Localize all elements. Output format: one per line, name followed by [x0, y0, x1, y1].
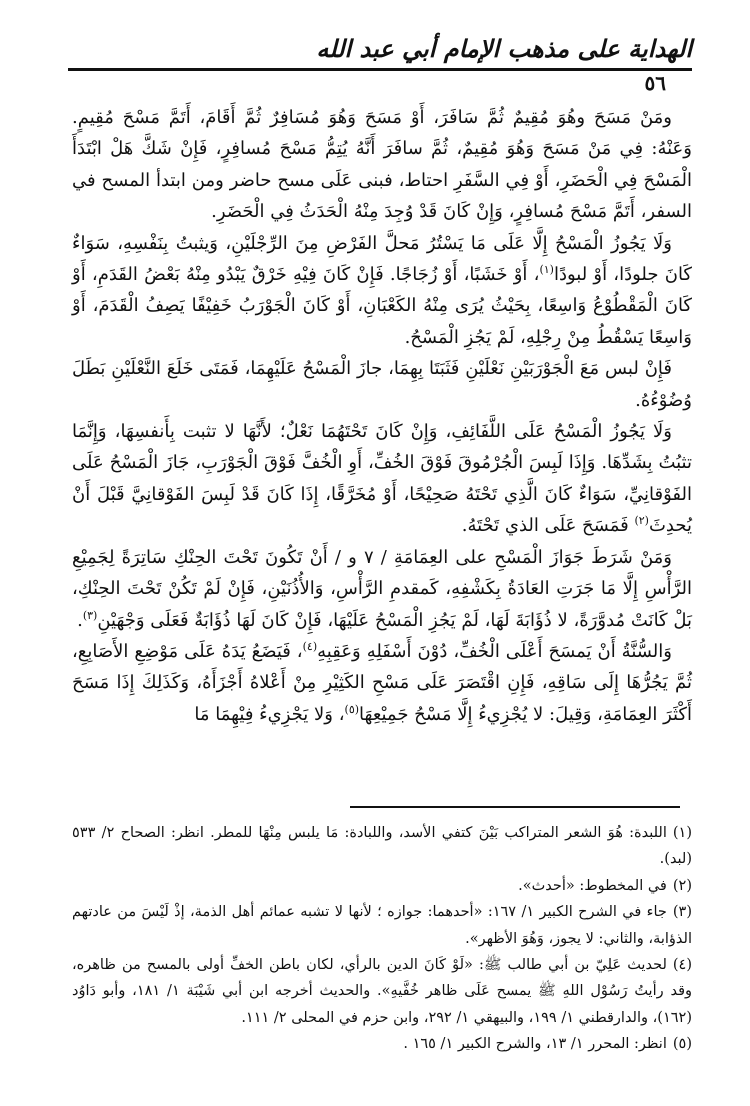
text-span: ، أَوْ خَشَبًا، أَوْ زُجَاجًا. فَإِنْ كَانَ فِيْهِ خَرْقٌ يَبْدُو مِنْهُ بَعْضُ القَدَمِ، أَوْ كَانَ الْمَقْطُوْعُ وَاسِعًا، بِحَيْثُ يُرَى مِنْهُ الكَعْبَانِ، أَوْ كَانَ الْجَوْرَبُ خَفِيْفًا يَصِفُ الْقَدَمَ، أَوْ وَاسِعًا يَسْقُطُ مِنْ رِجْلِهِ، لَمْ يَجُزِ الْمَسْحُ. [72, 264, 692, 348]
book-title: الهداية على مذهب الإمام أبي عبد الله [316, 34, 692, 63]
footnote-ref-5: (٥) [344, 702, 360, 716]
footnote-5 [72, 1031, 692, 1057]
paragraph-1: ومَنْ مَسَحَ وهُوَ مُقِيمٌ ثُمَّ سَافَرَ، أَوْ مَسَحَ وَهُوَ مُسَافِرٌ ثُمَّ أَقَامَ، أَتَمَّ مَسْحَ مُقِيمٍ. وَعَنْهُ: فِي مَنْ مَسَحَ وَهُوَ مُقِيمٌ، ثُمَّ سافَرَ أَنَّهُ يُتِمُّ مَسْحَ مُسافِرٍ، فَإِنْ شَكَّ هَلْ ابْتَدَأَ الْمَسْحَ فِي الْحَضَرِ، أَوْ فِي السَّفَرِ احتاط، فبنى عَلَى مسح حاضر ومن ابتدأ المسح في السفر، أَتَمَّ مَسْحَ مُسافِرٍ، وَإِنْ كَانَ قَدْ وُجِدَ مِنْهُ الْحَدَثُ فِي الْحَضَرِ. [72, 107, 692, 223]
footnote-4 [72, 952, 692, 1031]
text-span: وَالسُّنَّةُ أَنْ يَمسَحَ أَعْلَى الْخُفِّ، دُوْنَ أَسْفَلِهِ وَعَقِبِهِ [317, 640, 672, 662]
running-header [68, 30, 692, 94]
footnotes [72, 820, 692, 1058]
footnote-number: (٢) [672, 877, 692, 894]
text-span: فَمَسَحَ عَلَى الذي تَحْتَهُ. [461, 515, 635, 537]
footnote-3 [72, 899, 692, 952]
paragraph-4 [72, 416, 692, 542]
text-span: وَمَنْ شَرَطَ جَوَازَ الْمَسْحِ على العِمَامَةِ / ٧ و / أَنْ تَكُونَ تَحْتَ الحِنْكِ سَاتِرَةً لِجَمِيْعِ الرَّأْسِ إِلَّا مَا جَرَتِ العَادَةُ بِكَشْفِهِ، كَمقدمِ الرَّأْسِ، وَالأُذُنَيْنِ، فَإِنْ لَمْ تَكُنْ تَحْتَ الحِنْكِ، بَلْ كَانَتْ مُدوَّرَةً، لا ذُؤَابَةَ لَهَا، لَمْ يَجُزِ الْمَسْحُ عَلَيْهَا، فَإِنْ كَانَ لَهَا ذُؤَابَةٌ فَعَلَى وَجْهَيْنِ [72, 546, 692, 631]
paragraph-5 [72, 542, 692, 636]
footnote-text: جاء في الشرح الكبير ١/ ١٦٧: «أحدهما: جوازه ؛ لأنها لا تشبه عمائم أهل الذمة، إذْ لَيْسَ من عادتهم الذؤابة، والثاني: لا يجوز، وَهُوَ الأظهر». [72, 904, 692, 947]
footnote-ref-2: (٢) [634, 514, 649, 528]
main-text [72, 102, 692, 730]
footnote-separator [350, 806, 680, 808]
footnote-2 [72, 873, 692, 899]
header-rule [68, 68, 692, 71]
text-span: . [77, 609, 83, 631]
footnote-number: (٣) [672, 904, 693, 921]
text-span: ، وَلا يَجْزِيءُ فِيْهِمَا مَا [194, 703, 345, 725]
footnote-text: انظر: المحرر ١/ ١٣، والشرح الكبير ١/ ١٦٥ . [403, 1036, 667, 1053]
footnote-number: (٥) [672, 1036, 692, 1053]
paragraph-3: فَإِنْ لبس مَعَ الْجَوْرَبَيْنِ نَعْلَيْنِ فَثَبَتَا بِهِمَا، جازَ الْمَسْحُ عَلَيْهِمَا، فَمَتَى خَلَعَ النَّعْلَيْنِ بَطَلَ وُضُوْءُهُ. [72, 358, 692, 411]
footnote-number: (٤) [672, 957, 692, 974]
footnote-number: (١) [672, 825, 692, 841]
footnote-1 [72, 820, 692, 873]
footnote-ref-1: (١) [539, 263, 554, 277]
footnote-text: لحديث عَلِيّ بن أبي طالب ﷺ: «لَوْ كَانَ الدين بالرأي، لكان باطن الخفِّ أولى بالمسح من ظاهره، وقد رأيتُ رَسُوْل اللهِ ﷺ يمسح عَلَى ظاهر خُفَّيهِ». والحديث أخرجه ابن أبي شَيْبَة ١/ ١٨١، وأبو دَاوُد (١٦٢)، والدارقطني ١/ ١٩٩، والبيهقي ١/ ٢٩٢، وابن حزم في المحلى ٢/ ١١١. [72, 957, 692, 1026]
page-number: ٥٦ [644, 71, 666, 95]
paragraph-6 [72, 636, 692, 730]
footnote-ref-4: (٤) [302, 639, 318, 653]
footnote-text: اللبدة: هُوَ الشعر المتراكب بَيْنَ كتفي الأسد، واللبادة: مَا يلبس مِنْهَا للمطر. انظر: الصحاح ٢/ ٥٣٣ (لبد). [72, 825, 692, 868]
footnote-ref-3: (٣) [82, 608, 98, 622]
footnote-text: في المخطوط: «أحدث». [518, 877, 667, 894]
text-span: ، فَيَضَعُ يَدَهُ عَلَى مَوْضِعِ الأَصَابِعِ، ثُمَّ يَجُرُّهَا إِلَى سَاقِهِ، فَإِنِ اقْتَصَرَ عَلَى مَسْحِ الكَثِيْرِ مِنْ أَعْلاهُ أَجْزَأَهُ، وَكَذَلِكَ إِذَا مَسَحَ أَكْثَرَ العِمَامَةِ، وَقِيلَ: لا يُجْزِيءُ إِلَّا مَسْحُ جَمِيْعِهَا [72, 640, 692, 725]
text-span: وَلَا يَجُوزُ الْمَسْحُ إِلَّا عَلَى مَا يَسْتُرُ مَحلَّ الفَرْضِ مِنَ الرِّجْلَيْنِ، وَيثبتُ بِنَفْسِهِ، سَوَاءٌ كَانَ جلودًا، أَوْ لبودًا [72, 232, 692, 286]
text-span: وَلَا يَجُوزُ الْمَسْحُ عَلَى اللَّفَائِفِ، وَإِنْ كَانَ تَحْتَهُمَا نَعْلٌ؛ لأَنَّهَا لا تثبت بِأَنفسِهَا، وَإِنَّمَا تثبُتُ بِشَدِّهَا. وَإِذَا لَبِسَ الْجُرْمُوقَ فَوْقَ الخُفِّ، أَوِ الْخُفَّ فَوْقَ الْجَوْرَبِ، جَازَ الْمَسْحُ عَلَى الفَوْقانِيِّ، سَوَاءٌ كَانَ الَّذِي تَحْتَهُ صَحِيْحًا، أَوْ مُخَرَّقًا، إِذَا كَانَ قَدْ لَبِسَ الفَوْقانِيَّ قَبْلَ أَنْ يُحدِثَ [72, 421, 692, 537]
paragraph-2 [72, 228, 692, 354]
